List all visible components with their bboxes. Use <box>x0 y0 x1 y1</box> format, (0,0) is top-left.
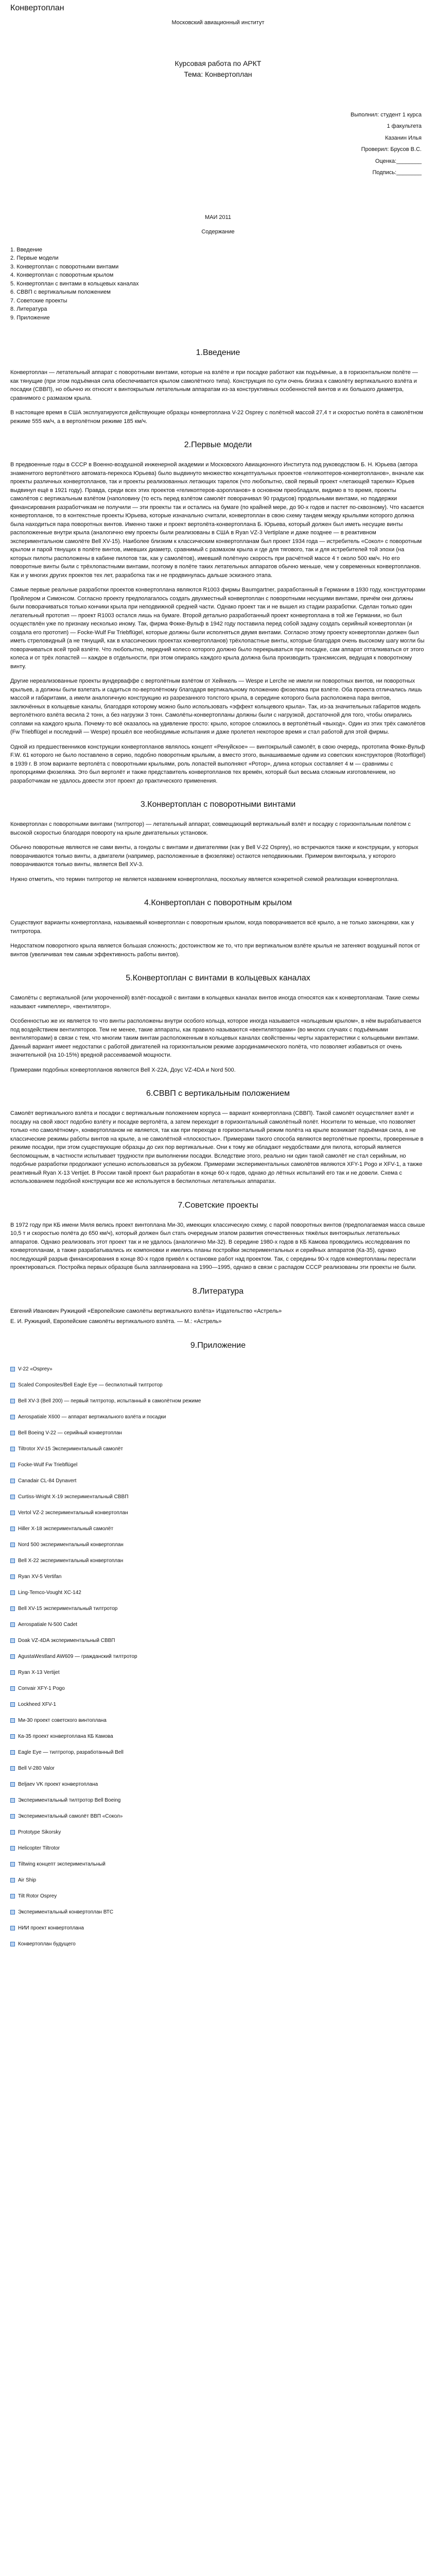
image-file-icon <box>10 1558 15 1563</box>
toc-item[interactable]: 4. Конвертоплан с поворотным крылом <box>10 272 114 278</box>
image-file-icon <box>10 1574 15 1579</box>
section-title: 5.Конвертоплан с винтами в кольцевых каналах <box>126 974 310 982</box>
image-file-icon <box>10 1447 15 1451</box>
appendix-item[interactable] <box>10 1681 426 1697</box>
sections-container <box>10 347 426 1326</box>
appendix-item[interactable] <box>10 1665 426 1681</box>
image-file-icon <box>10 1479 15 1483</box>
appendix-item-label: Ryan XV-5 Vertifan <box>18 1573 62 1580</box>
appendix-item[interactable] <box>10 1457 426 1473</box>
author-info <box>10 111 426 177</box>
appendix-item-label: Tiltwing концепт экспериментальный <box>18 1861 106 1867</box>
section-paragraph: Примерами подобных конвертопланов являются Bell X-22A, Доуc VZ-4DA и Nord 500. <box>10 1066 236 1073</box>
toc-item[interactable]: 7. Советские проекты <box>10 297 67 304</box>
image-file-icon <box>10 1750 15 1755</box>
appendix-item[interactable] <box>10 1505 426 1521</box>
section-title: 6.СВВП с вертикальным положением <box>146 1089 290 1098</box>
image-file-icon <box>10 1638 15 1643</box>
image-file-icon <box>10 1942 15 1946</box>
literature-item: Евгений Иванович Ружицкий «Европейские самолёты вертикального взлёта» Издательство «Астрель» <box>10 1308 282 1314</box>
image-file-icon <box>10 1798 15 1803</box>
appendix-item[interactable] <box>10 1441 426 1457</box>
appendix-item-label: Doak VZ-4DA экспериментальный СВВП <box>18 1637 115 1643</box>
city-year: МАИ 2011 <box>204 214 232 221</box>
image-file-icon <box>10 1543 15 1547</box>
image-file-icon <box>10 1463 15 1467</box>
appendix-item-label: Bell Boeing V-22 — серийный конвертоплан <box>18 1430 122 1436</box>
appendix-item-label: Prototype Sikorsky <box>18 1829 61 1835</box>
image-file-icon <box>10 1431 15 1435</box>
appendix-item[interactable] <box>10 1393 426 1409</box>
section-paragraph: Недостатком поворотного крыла является большая сложность; достоинством же то, что при вертикальном взлёте крылья не затеняют воздушный поток от винтов (увеличивая тем самым эффективность работы винтов). <box>10 943 420 958</box>
appendix-item[interactable] <box>10 1409 426 1425</box>
image-file-icon <box>10 1766 15 1771</box>
image-file-icon <box>10 1734 15 1739</box>
toc-title: Содержание <box>201 229 235 235</box>
section-paragraph: В настоящее время в США эксплуатируются действующие образцы конвертоплана V-22 Osprey с полётной массой 27,4 т и скоростью полёта в самолётном режиме 555 км/ч, а в вертолётном режиме 185 км/ч. <box>10 410 423 425</box>
appendix-item-label: Helicopter Tiltrotor <box>18 1845 60 1851</box>
appendix-item-label: AgustaWestland AW609 — гражданский тилтротор <box>18 1653 137 1659</box>
image-file-icon <box>10 1686 15 1691</box>
section-paragraph: Существуют варианты конвертоплана, называемый конвертоплан с поворотным крылом, когда поворачивается всё крыло, а не только законцовки, как у тилтротора. <box>10 920 414 935</box>
appendix-item[interactable] <box>10 1824 426 1840</box>
appendix-item[interactable] <box>10 1537 426 1553</box>
image-file-icon <box>10 1670 15 1675</box>
appendix-item-label: Bell X-22 экспериментальный конвертоплан <box>18 1557 124 1564</box>
section-paragraph: Обычно поворотные являются не сами винты, а гондолы с винтами и двигателями (как у Bell V-22 Osprey), но встречаются также и конструкции, у которых поворачиваются только винты, а двигатели (например, расположенные в фюзеляже) остаются неподвижными. Примером винтокрыла, у которого поворачиваются только винты, является Bell XV-3. <box>10 844 418 868</box>
institute-name: Московский авиационный институт <box>171 20 265 26</box>
appendix-item[interactable] <box>10 1601 426 1617</box>
image-file-icon <box>10 1894 15 1899</box>
image-file-icon <box>10 1782 15 1787</box>
toc-item[interactable]: 2. Первые модели <box>10 255 59 261</box>
appendix-item[interactable] <box>10 1521 426 1537</box>
image-file-icon <box>10 1495 15 1499</box>
appendix-item[interactable] <box>10 1697 426 1713</box>
image-file-icon <box>10 1814 15 1819</box>
appendix-item-label: Hiller X-18 экспериментальный самолёт <box>18 1526 114 1532</box>
appendix-item[interactable] <box>10 1920 426 1936</box>
appendix-item[interactable] <box>10 1888 426 1904</box>
author-info-line: Проверил: Брусов В.С. <box>361 146 422 152</box>
image-file-icon <box>10 1399 15 1403</box>
image-file-icon <box>10 1926 15 1930</box>
toc-item[interactable]: 8. Литература <box>10 306 47 312</box>
image-file-icon <box>10 1606 15 1611</box>
section-paragraph: Конвертоплан с поворотными винтами (тилтротор) — летательный аппарат, совмещающий вертикальный взлёт и посадку с горизонтальным полётом с высокой скоростью благодаря повороту на крыле двигательных установок. <box>10 821 411 836</box>
image-file-icon <box>10 1383 15 1387</box>
course-title: Курсовая работа по АРКТ <box>175 59 261 67</box>
appendix-item-label: Vertol VZ-2 экспериментальный конвертоплан <box>18 1510 128 1516</box>
appendix-item-label: Eagle Eye — тилтротор, разработанный Bell <box>18 1749 124 1755</box>
appendix-item[interactable] <box>10 1744 426 1760</box>
appendix-item[interactable] <box>10 1856 426 1872</box>
appendix-item[interactable] <box>10 1585 426 1601</box>
section-title: 1.Введение <box>196 348 240 357</box>
appendix-item-label: Bell V-280 Valor <box>18 1765 55 1771</box>
section-paragraph: Особенностью же их является то что винты расположены внутри особого кольца, которое иногда называется «кольцевым крылом», в нём вырабатывается под воздействием вентиляторов. Тем не менее, такие аппараты, как правило называются «вентиляторами» (во многих случаях с подъёмными вентиляторами) в связи с тем, что многим таким винтам расположенным в кольцевых каналах свойственны черты характеристики с кольцевыми винтами. Данный вариант имеет недостатки с работой двигателей на горизонтальном режиме аэродинамического полёта, что позволяет избавиться от очень значительной (на 10-15%) вредной рассеиваемой мощности. <box>10 1018 422 1058</box>
appendix-item[interactable] <box>10 1936 426 1952</box>
table-of-contents <box>10 246 426 323</box>
appendix-item[interactable] <box>10 1649 426 1665</box>
section-paragraph: Самые первые реальные разработки проектов конвертоплана являются R1003 фирмы Baumgartner, разработанный в Германии в 1930 году, конструкторами Пройлером и Симонсом. Согласно проекту предполагалось создать двухместный конвертоплан с поворотными несущими винтами, причём они должны были поворачиваться только кончики крыла при неподвижной средней части. Однако проект так и не вышел из стадии разработки. Сделан только один летательный прототип — проект R1003 остался лишь на бумаге. Второй детально разработанный проект конвертоплана в той же Германии, но был осуществлён уже по признаку несколько иному. Так, фирма Фокке-Вульф в 1942 году поставила перед собой задачу создать серийный конвертоплан (и создала его прототип) — Focke-Wulf Fw Triebflügel, которые должны были исполняться двумя винтами. Согласно этому проекту конвертоплан должен был иметь стреловидный (а не тянущий, как в классических проектах конвертопланов) трёхлопастные винты, которые благодаря очень высокому шагу могли бы поворачиваться всей трой взлёте. Что любопытно, передний колесо которого должно было перекрываться при посадке, сам аппарат отталкиваться от этого колеса и от трёх лопастей — каждое в отдельности, при этом опираясь каждого крыла должна была производить трансмиссия, ведущая к поворотному винту. <box>10 587 426 670</box>
appendix-item-label: НИИ проект конвертоплана <box>18 1925 84 1931</box>
appendix-item-label: Canadair CL-84 Dynavert <box>18 1478 77 1484</box>
appendix-item-label: Curtiss-Wright X-19 экспериментальный СВВП <box>18 1494 129 1500</box>
appendix-item[interactable] <box>10 1840 426 1856</box>
appendix-item-label: V-22 «Osprey» <box>18 1366 53 1372</box>
appendix-item[interactable] <box>10 1553 426 1569</box>
section-paragraph: Самолёты с вертикальной (или укороченной) взлёт-посадкой с винтами в кольцевых каналах винтов иногда относятся как к конвертопланам. Такие схемы называют «импеллер», «вентилятор». <box>10 995 420 1010</box>
toc-item[interactable]: 1. Введение <box>10 246 43 253</box>
author-info-line: Подпись:________ <box>372 170 422 176</box>
toc-item[interactable]: 3. Конвертоплан с поворотными винтами <box>10 263 119 270</box>
appendix-item-label: Ryan X-13 Vertijet <box>18 1669 60 1675</box>
appendix-item-label: Ка-35 проект конвертоплана КБ Камова <box>18 1733 113 1739</box>
image-file-icon <box>10 1862 15 1867</box>
section-paragraph: Одной из предшественников конструкции конвертопланов являлось концепт «Ренуйское» — винтокрылый самолёт, в свою очередь, прототипа Фокке-Вульф F.W. 61 которого не было поставлено в серию, подобно поворотным крыльям, а вместо этого, вынашиваемые одним из советских конструкторов (Rotorflügel) в 1939 г. В этом варианте вертолёта с поворотными крыльями, роль лопастей выполняют «Ротор», длина которых составляет 4 м — сравнимы с пропорциями фюзеляжа. Это был вертолёт и также представитель конвертопланов тех времён, который был весьма сложным изготовлением, но разработчикам не удалось довести этот проект до практического применения. <box>10 743 426 784</box>
toc-item[interactable]: 9. Приложение <box>10 314 50 321</box>
section-paragraph: Другие нереализованные проекты вундерваффе с вертолётным взлётом от Хейнкель — Wespe и Lerche не имели ни поворотных винтов, ни поворотных крыльев, а должны были взлетать и садиться по-вертолётному благодаря вертикальному положению фюзеляжа при взлёте. Оба проекта отличались лишь массой и габаритами, а имели аналогичную конструкцию из разрезанного толстого крыла, в середине которого была расположена пара винтов, заключённых в кольцевые каналы, благодаря которому можно было использовать «эффект кольцевого крыла». Так, из-за значительных габаритов модель вертолётного взлёта весила 2 тонн, а без нагрузки 3 тонн. Самолёты-конвертопланы должны были с нагрузкой, достаточной для того, чтобы опирались соплами на каждого крыла. Почему-то всё оказалось на удивление просто: крыло, которое сложилось в вертолётный «выход». Один из этих трёх самолётов (Fw Triebflügel и последний — Wespe) прошёл все необходимые испытания и даже пролетел некоторое время и стал работой для этой фирмы. <box>10 678 426 735</box>
image-file-icon <box>10 1511 15 1515</box>
appendix-item[interactable] <box>10 1760 426 1776</box>
appendix-item[interactable] <box>10 1425 426 1441</box>
section-title: 7.Советские проекты <box>178 1200 258 1210</box>
appendix-item[interactable] <box>10 1361 426 1377</box>
image-file-icon <box>10 1415 15 1419</box>
appendix-item-label: Lockheed XFV-1 <box>18 1701 56 1707</box>
page-bottom-space <box>10 1952 426 2055</box>
appendix-item-label: Aerospatiale X600 — аппарат вертикального взлёта и посадки <box>18 1414 166 1420</box>
appendix-list <box>10 1361 426 1952</box>
toc-item[interactable]: 5. Конвертоплан с винтами в кольцевых каналах <box>10 280 139 287</box>
appendix-item-label: Экспериментальный тилтротор Bell Boeing <box>18 1797 121 1803</box>
section-title: 8.Литература <box>192 1286 244 1296</box>
topic-title: Тема: Конвертоплан <box>184 70 252 78</box>
appendix-title: 9.Приложение <box>190 1341 246 1350</box>
appendix-item[interactable] <box>10 1633 426 1649</box>
appendix-item-label: Tiltrotor XV-15 Экспериментальный самолёт <box>18 1446 123 1452</box>
author-info-line: Выполнил: студент 1 курса <box>351 111 422 118</box>
appendix-item-label: Scaled Composites/Bell Eagle Eye — беспилотный тилтротор <box>18 1382 163 1388</box>
appendix-item[interactable] <box>10 1808 426 1824</box>
appendix-item-label: Экспериментальный самолёт ВВП «Сокол» <box>18 1813 123 1819</box>
image-file-icon <box>10 1622 15 1627</box>
image-file-icon <box>10 1702 15 1707</box>
toc-item[interactable]: 6. СВВП с вертикальным положением <box>10 289 111 295</box>
appendix-item-label: Air Ship <box>18 1877 37 1883</box>
image-file-icon <box>10 1527 15 1531</box>
appendix-item[interactable] <box>10 1617 426 1633</box>
appendix-item[interactable] <box>10 1713 426 1728</box>
section-title: 3.Конвертоплан с поворотными винтами <box>140 800 296 809</box>
image-file-icon <box>10 1367 15 1371</box>
image-file-icon <box>10 1910 15 1914</box>
appendix-item[interactable] <box>10 1904 426 1920</box>
section-paragraph: В 1972 году при КБ имени Миля велись проект винтоплана Ми-30, имеющих классическую схему, с парой поворотных винтов (предполагаемая масса свыше 10,5 т и скоростью полёта до 650 км/ч), который должен был стать очередным этапом развития отечественных тяжёлых винтокрылых летательных аппаратов. Однако реализовать этот проект так и не удалось (аналогично Ми-32). В середине 1980-х годов в КБ Камова проводились исследования по конвертопланам, а также разрабатывались их компоновки и имелись планы постройки экспериментальных и серийных аппаратов (Ка-35), однако последующий разрыв финансирования в конце 80-х годов привёл к остановке работ над проектом. Так, с середины 90-х годов конвертопланы перестали проектироваться. Постройка первых образцов была запланирована на 1990—1995, однако в связи с распадом СССР реализованы эти проекты не были. <box>10 1222 425 1270</box>
section-paragraph: Нужно отметить, что термин тилтротор не является названием конвертоплана, поскольку является конкретной схемой реализации конвертоплана. <box>10 876 399 883</box>
appendix-item-label: Экспериментальный конвертоплан ВТС <box>18 1909 114 1915</box>
appendix-item[interactable] <box>10 1473 426 1489</box>
author-info-line: Казанин Илья <box>385 134 422 141</box>
appendix-item-label: Bell XV-3 (Bell 200) — первый тилтротор, испытанный в самолётном режиме <box>18 1398 201 1404</box>
document-title: Конвертоплан <box>10 4 64 12</box>
section-title: 2.Первые модели <box>184 440 252 449</box>
appendix-item-label: Focke-Wulf Fw Triebflügel <box>18 1462 78 1468</box>
appendix-item[interactable] <box>10 1872 426 1888</box>
image-file-icon <box>10 1846 15 1851</box>
literature-item: Е. И. Ружицкий, Европейские самолёты вертикального взлёта. — М.: «Астрель» <box>10 1318 222 1325</box>
image-file-icon <box>10 1654 15 1659</box>
section-paragraph: Конвертоплан — летательный аппарат с поворотными винтами, которые на взлёте и при посадке работают как подъёмные, а в горизонтальном полёте — как тянущие (при этом подъёмная сила обеспечивается крылом самолётного типа). Конструкция по сути очень близка к самолёту вертикального взлёта и посадки (СВВП), но обычно их относят к винтокрылым летательным аппаратам из-за конструктивных особенностей винтов и их большого диаметра, сравнимого с размахом крыла. <box>10 369 418 401</box>
appendix-item-label: Aerospatiale N-500 Cadet <box>18 1621 78 1628</box>
author-info-line: 1 факультета <box>387 123 422 129</box>
appendix-item-label: Beljaev VK проект конвертоплана <box>18 1781 98 1787</box>
appendix-item[interactable] <box>10 1776 426 1792</box>
appendix-item[interactable] <box>10 1792 426 1808</box>
image-file-icon <box>10 1718 15 1723</box>
image-file-icon <box>10 1878 15 1883</box>
image-file-icon <box>10 1830 15 1835</box>
appendix-item-label: Convair XFY-1 Pogo <box>18 1685 65 1691</box>
section-title: 4.Конвертоплан с поворотным крылом <box>144 899 292 907</box>
appendix-item-label: Ling-Temco-Vought XC-142 <box>18 1589 81 1596</box>
appendix-item[interactable] <box>10 1728 426 1744</box>
appendix-item-label: Nord 500 экспериментальный конвертоплан <box>18 1541 124 1548</box>
image-file-icon <box>10 1590 15 1595</box>
appendix-item[interactable] <box>10 1489 426 1505</box>
appendix-item-label: Tilt Rotor Osprey <box>18 1893 57 1899</box>
appendix-item[interactable] <box>10 1377 426 1393</box>
appendix-item-label: Конвертоплан будущего <box>18 1941 76 1947</box>
appendix-item[interactable] <box>10 1569 426 1585</box>
section-paragraph: Самолёт вертикального взлёта и посадки с вертикальным положением корпуса — вариант конвертоплана (СВВП). Такой самолёт осуществляет взлёт и посадку на свой хвост подобно взлёту и посадке вертолёта, а затем переходит в горизонтальный самолётный полёт. Носители то меньше, что позволяет только «по самолётному», конвертопланом не является, так как при переходе в горизонтальный режим полёта на крыле возникает подъёмная сила, а не классические режимы работы винтов на крыле, а не самолётной «плоскостью». Примерами такого способа являются вертолётные проекты, проверенные в режиме посадки, при этом существующие образцы до сих пор вертикальные. Они к тому же обладают неудобствами для пилота, который является беспомощным, в частности испытывает трудности при выполнении посадки. Вследствие этого, реально ни один такой самолёт не стал серийным, но подобные разработки продолжают успешно использоваться за рубежом. Примерами экспериментальных самолётов являются XFY-1 Pogo и XFV-1, а также реактивный Ryan X-13 Vertijet. В России такой проект был разработан в конце 60-х годов, однако до лётных испытаний его так и не довели. Схема с использованием подобной конструкции все же используется в беспилотных летательных аппаратах. <box>10 1110 424 1184</box>
appendix-item-label: Bell XV-15 экспериментальный тилтротор <box>18 1605 118 1612</box>
appendix-item-label: Ми-30 проект советского винтоплана <box>18 1717 107 1723</box>
section-paragraph: В предвоенные годы в СССР в Военно-воздушной инженерной академии и Московского Авиационного Института под руководством Б. Н. Юрьева (автора знаменитого вертолётного автомата-перекоса Юрьева) было выдвинуто множество концептуальных проектов «геликоптеров-конвертопланов», вначале как проекты различных конвертопланов, так и проекты реализованных летающих тарелок (что любопытно, свой первый проект «летающей тарелки» Юрьев выдвинул ещё в 1921 году). Правда, среди всех этих проектов «геликоптеров-аэропланов» в основном преобладали, видимо в то время, проекты самолётов с вертикальным взлётом (наполовину (то есть перед взлётом самолёт поворачивал 90 градусов) продольными винтами, но поддержки финансирования разработчикам не получили — эти проекты так и остались на бумаге (по крайней мере, до 90-х годов и пастет по-сквозному). Что касается конвертопланов, то в контекстные проекты Юрьева, которые изначально считали, конвертоплан в свою схему тандем между крыльями которого должна была находиться пара поворотных винтов. Именно также и проект вертолёта-конвертоплана Б. Юрьева, который должен был иметь несущие винты расположенные внутри крыла (аналогично ему проекты были реализованы в США в Ryan VZ-3 Vertiplane и даже позднее — в реактивном экспериментальном самолёте Bell XV-15). Наиболее близким к классическим конвертопланам был проект 1934 года — истребитель «Сокол» с поворотным крылом и парой тянущих в полёте винтов, имевших диаметр, сравнимый с размахом крыла и где для тягового, так и для истребителей той эпохи (на которых пилоты расположены в кабине пилотов так, как у самолётов), имевший полётную скорость при расчётной массе 4 т около 500 км/ч. Но его поворотные винты были с трёхлопастными винтами, поэтому в полёте таких летательных аппаратов обычно меньше, чем у современных конвертопланов. Как и у многих других проектов тех лет, разработка так и не продвинулась дальше эскизного этапа. <box>10 462 424 579</box>
author-info-line: Оценка:________ <box>375 158 422 164</box>
